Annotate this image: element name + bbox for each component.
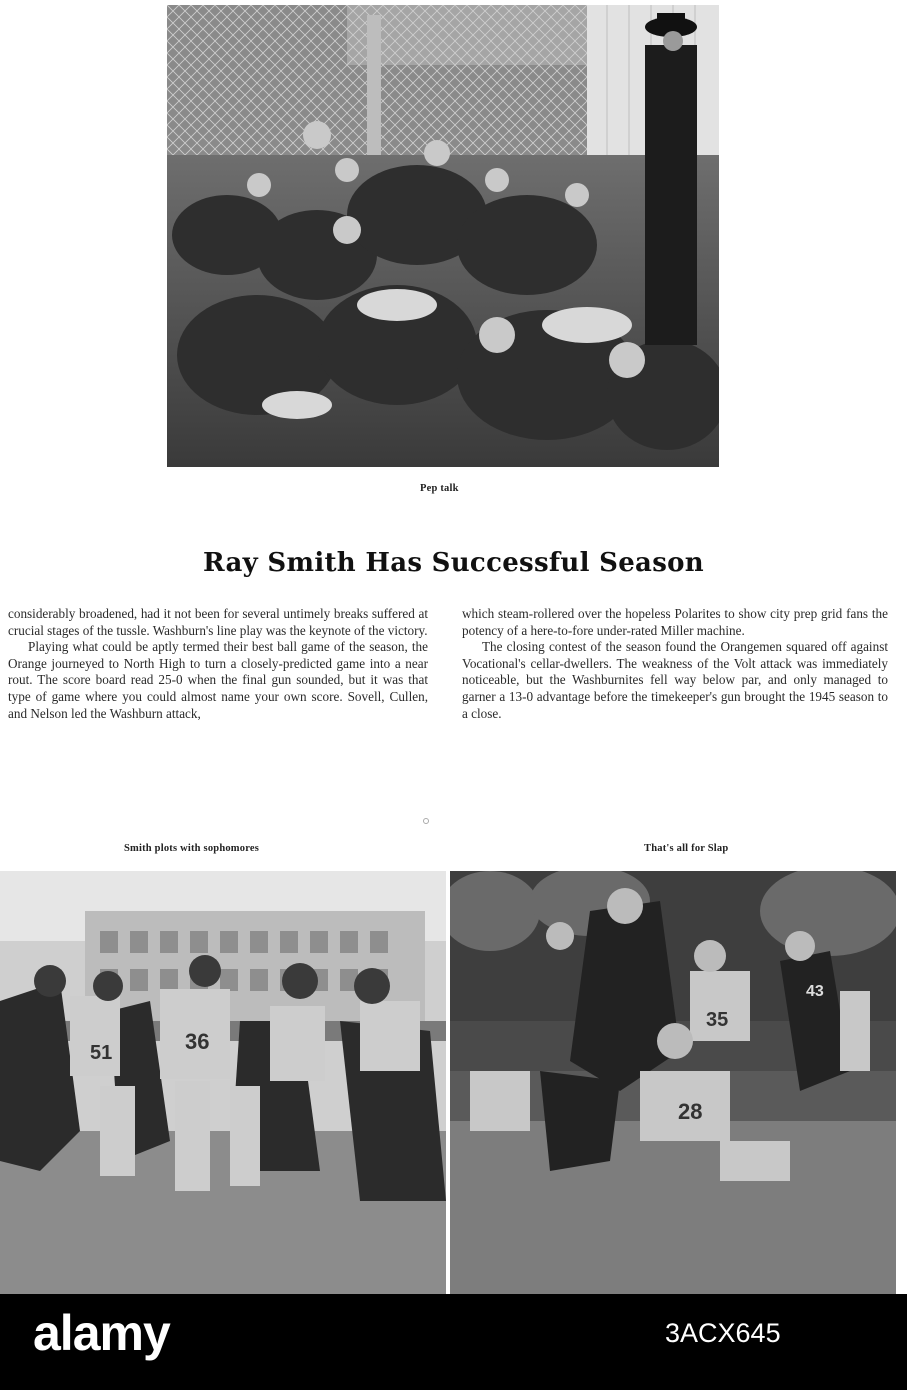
smith-plots-caption: Smith plots with sophomores [124, 843, 260, 854]
jersey-number-51: 51 [90, 1042, 113, 1064]
slap-caption: That's all for Slap [644, 843, 729, 854]
slap-tackle-photo [450, 871, 896, 1294]
jersey-number-43: 43 [806, 983, 824, 1000]
pep-talk-caption: Pep talk [420, 483, 459, 494]
alamy-logo: alamy [33, 1305, 170, 1361]
jersey-number-35: 35 [706, 1009, 729, 1031]
pep-talk-photo [167, 5, 719, 467]
jersey-number-28: 28 [678, 1099, 703, 1124]
image-id: 3ACX645 [665, 1318, 781, 1348]
jersey-number-36: 36 [185, 1029, 210, 1054]
right-paragraph-1: which steam-rollered over the hopeless Polarites to show city prep grid fans the potency of a here-to-fore under-rated Miller machine. [462, 606, 888, 638]
left-paragraph-2: Playing what could be aptly termed their best ball game of the season, the Orange journeyed to North High to turn a closely-predicted game into a near rout. The score board read 25-0 when the final gun sounded, but it was that type of game where you could almost name your own score. Sovell, Cullen, and Nelson led the Washburn attack, [8, 639, 428, 721]
smith-plots-photo [0, 871, 446, 1294]
print-speck [423, 818, 429, 824]
left-paragraph-1: considerably broadened, had it not been for several untimely breaks suffered at crucial stages of the tussle. Washburn's line play was the keynote of the victory. [8, 606, 428, 638]
right-paragraph-2: The closing contest of the season found the Orangemen squared off against Vocational's cellar-dwellers. The weakness of the Volt attack was immediately noticeable, but the Washburnites fell way below par, and only managed to garner a 13-0 advantage before the timekeeper's gun brought the 1945 season to a close. [462, 639, 888, 721]
article-right-column [462, 606, 888, 722]
article-left-column [8, 606, 428, 722]
article-headline: Ray Smith Has Successful Season [203, 548, 704, 578]
